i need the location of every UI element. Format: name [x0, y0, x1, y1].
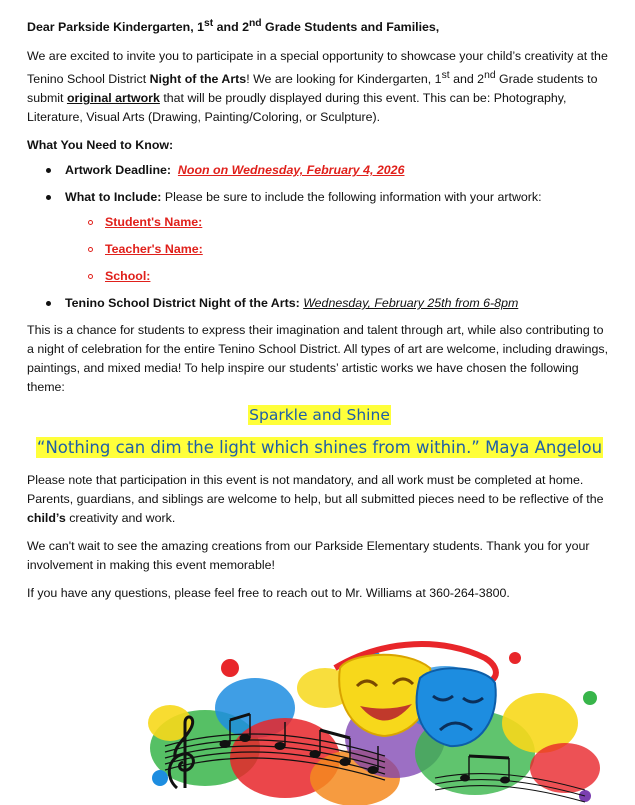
body-paragraph: This is a chance for students to express their imagination and talent through art, while also contributing to a night of celebration for the entire Tenino School District. All types of art are welcome, including drawings, paintings, and mixed media! To help inspire our students’ artistic works we have chosen the following theme:: [27, 323, 609, 395]
event-name: Night of the Arts: [149, 72, 247, 87]
theme-title: Sparkle and Shine: [249, 406, 390, 425]
event-item: Tenino School District Night of the Arts: Wednesday, February 25th from 6-8pm: [27, 294, 612, 313]
theater-masks-music-splash-icon: [145, 628, 605, 805]
quote-line: [27, 438, 612, 459]
include-teacher-name: Teacher's Name:: [65, 240, 612, 259]
intro-paragraph: We are excited to invite you to participate in a special opportunity to showcase your child’s creativity at the Tenino School District Night of the Arts! We are looking for Kindergarten, 1st and 2nd Grade students to submit original artwork that will be proudly displayed during this event. This can be: Photography, Literature, Visual Arts (Drawing, Painting/Coloring, or Sculpture).: [27, 49, 608, 125]
include-school: School:: [65, 267, 612, 286]
deadline-value: Noon on Wednesday, February 4, 2026: [177, 163, 405, 178]
note-paragraph: Please note that participation in this event is not mandatory, and all work must be completed at home. Parents, guardians, and siblings are welcome to help, but all submitted pieces need to be reflective of the child’s creativity and work.: [27, 473, 604, 526]
letter-page: [27, 14, 612, 612]
event-date: Wednesday, February 25th from 6-8pm: [303, 296, 519, 311]
contact-paragraph: If you have any questions, please feel free to reach out to Mr. Williams at 360-264-3800.: [27, 586, 510, 601]
greeting: Dear Parkside Kindergarten, 1st and 2nd Grade Students and Families,: [27, 18, 440, 35]
include-student-name: Student's Name:: [65, 213, 612, 232]
need-to-know-title: What You Need to Know:: [27, 138, 174, 153]
original-artwork: original artwork: [66, 91, 160, 106]
closing-paragraph: We can't wait to see the amazing creations from our Parkside Elementary students. Thank you for your involvement in making this event memorable!: [27, 539, 590, 573]
deadline-item: Artwork Deadline: Noon on Wednesday, February 4, 2026: [27, 161, 612, 180]
theme-line: [27, 406, 612, 426]
need-to-know-list: [27, 161, 612, 313]
include-item: What to Include: Please be sure to include the following information with your artwork: Student's Name: Teacher's Name: School:: [27, 188, 612, 286]
theme-quote: “Nothing can dim the light which shines from within.” Maya Angelou: [36, 438, 603, 458]
include-sublist: [65, 213, 612, 286]
